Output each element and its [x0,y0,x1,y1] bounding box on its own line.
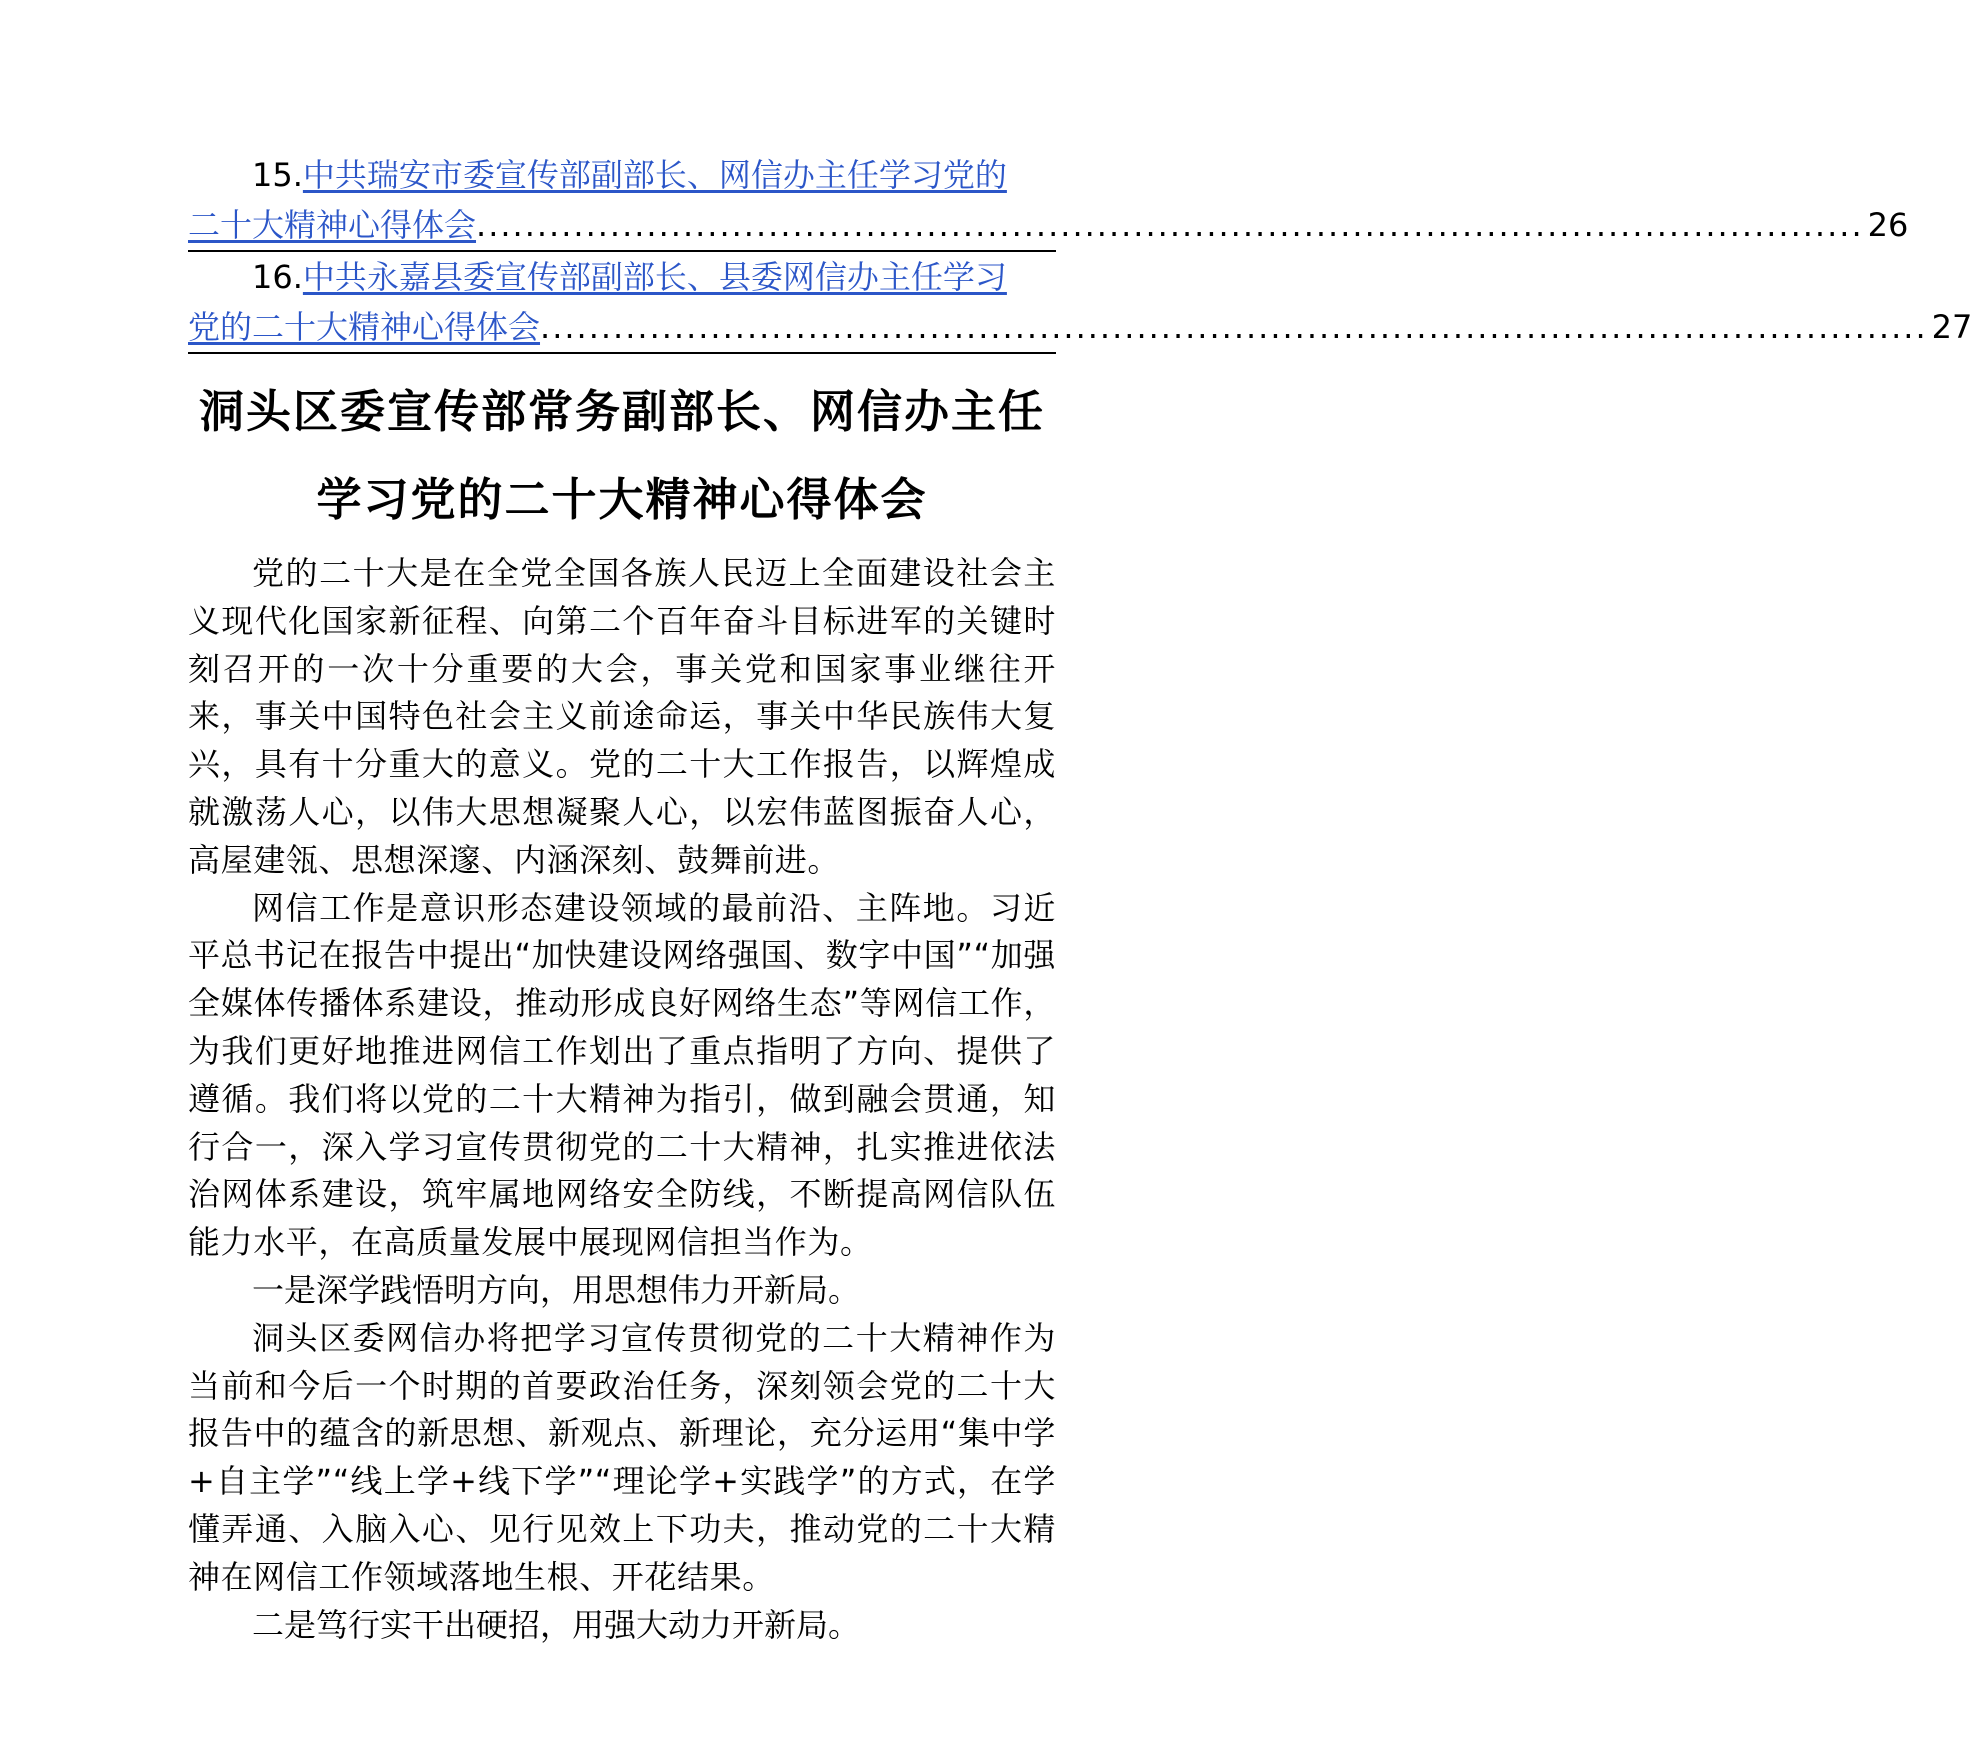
toc-entry-16 [188,252,1972,354]
toc-entry-15 [188,150,1909,252]
toc-entry-line [188,302,1972,354]
body-paragraph: 洞头区委网信办将把学习宣传贯彻党的二十大精神作为当前和今后一个时期的首要政治任务，深刻领会党的二十大报告中的蕴含的新思想、新观点、新理论，充分运用“集中学+自主学”“线上学+线下学”“理论学+实践学”的方式，在学懂弄通、入脑入心、见行见效上下功夫，推动党的二十大精神在网信工作领域落地生根、开花结果。 [188,1318,1056,1596]
body-text [188,550,1056,1649]
section-heading: 二是笃行实干出硬招，用强大动力开新局。 [252,1605,861,1644]
toc-leader-dots: .................................................................................................................. [476,206,1864,244]
toc-entry-line [188,150,1056,200]
title-line: 洞头区委宣传部常务副部长、网信办主任 [198,385,1045,438]
toc-entry-link-continued[interactable]: 党的二十大精神心得体会 [188,308,541,346]
section-heading: 一是深学践悟明方向，用思想伟力开新局。 [252,1270,861,1309]
toc-entry-line [188,252,1056,302]
document-page [188,150,1972,1649]
toc-entry-link[interactable]: 中共瑞安市委宣传部副部长、网信办主任学习党的 [302,156,1007,194]
body-paragraph: 网信工作是意识形态建设领域的最前沿、主阵地。习近平总书记在报告中提出“加快建设网络强国、数字中国”“加强全媒体传播体系建设，推动形成良好网络生态”等网信工作，为我们更好地推进网信工作划出了重点指明了方向、提供了遵循。我们将以党的二十大精神为指引，做到融会贯通，知行合一，深入学习宣传贯彻党的二十大精神，扎实推进依法治网体系建设，筑牢属地网络安全防线，不断提高网信队伍能力水平，在高质量发展中展现网信担当作为。 [188,888,1056,1262]
toc-entry-number: 15. [252,156,303,194]
toc-entry-line [188,200,1909,252]
toc-entry-link[interactable]: 中共永嘉县委宣传部副部长、县委网信办主任学习 [302,258,1007,296]
toc-entry-number: 16. [252,258,303,296]
title-line: 学习党的二十大精神心得体会 [316,473,928,526]
toc-page-number: 27 [1931,308,1972,346]
table-of-contents [188,150,1972,354]
toc-entry-link-continued[interactable]: 二十大精神心得体会 [188,206,477,244]
document-title [188,368,1056,544]
toc-page-number: 26 [1867,206,1909,244]
body-paragraph: 党的二十大是在全党全国各族人民迈上全面建设社会主义现代化国家新征程、向第二个百年奋斗目标进军的关键时刻召开的一次十分重要的大会，事关党和国家事业继往开来，事关中国特色社会主义前途命运，事关中华民族伟大复兴，具有十分重大的意义。党的二十大工作报告，以辉煌成就激荡人心，以伟大思想凝聚人心，以宏伟蓝图振奋人心，高屋建瓴、思想深邃、内涵深刻、鼓舞前进。 [188,554,1056,879]
toc-leader-dots: .................................................................................................................. [540,308,1928,346]
